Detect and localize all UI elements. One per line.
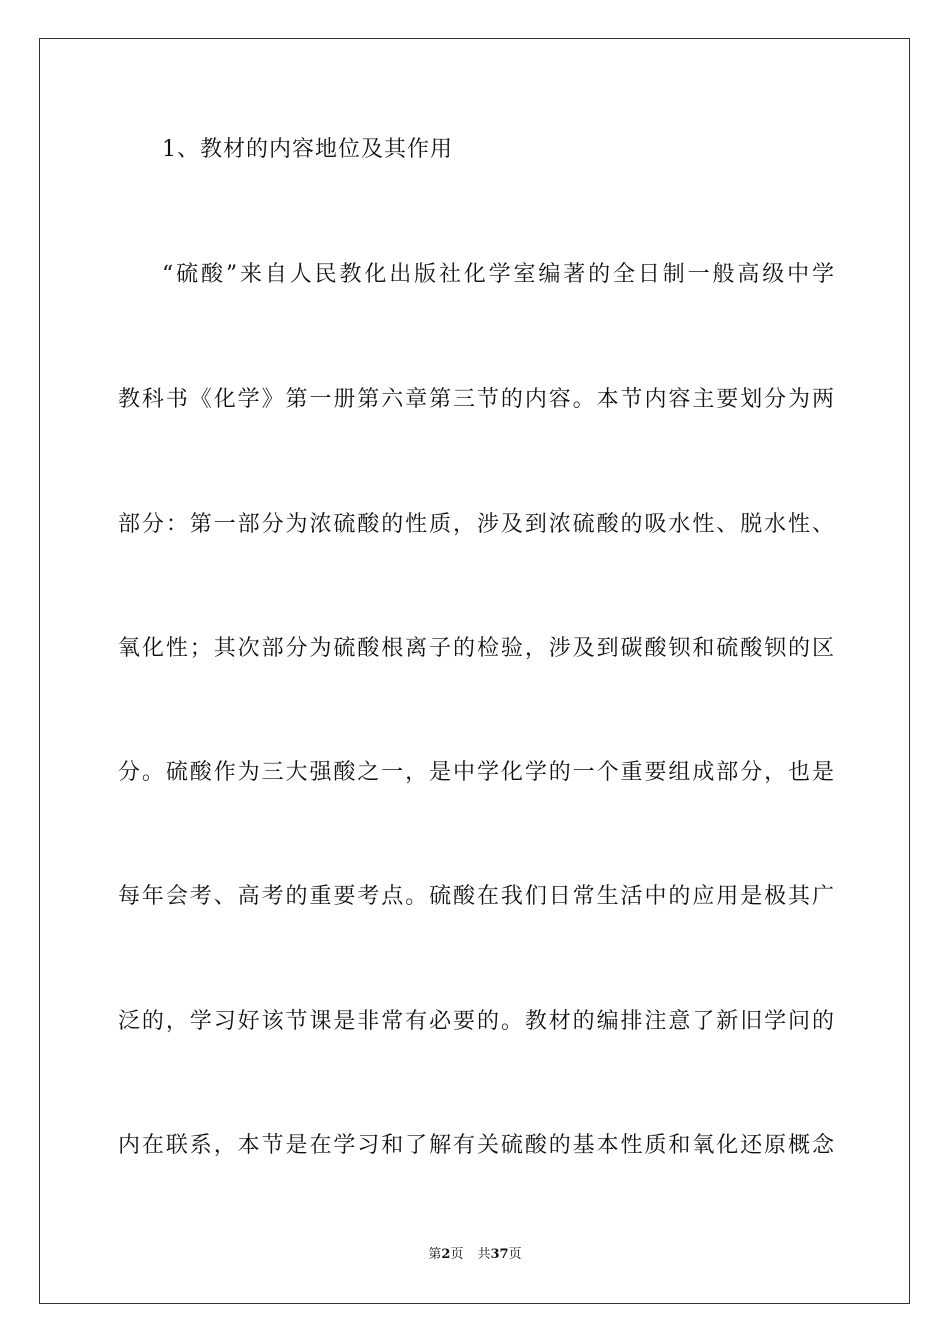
paragraph-line-7: 泛的，学习好该节课是非常有必要的。教材的编排注意了新旧学问的: [118, 1009, 834, 1034]
page-footer: [0, 1246, 950, 1264]
paragraph-line-3: 部分：第一部分为浓硫酸的性质，涉及到浓硫酸的吸水性、脱水性、: [118, 512, 834, 537]
footer-total-prefix: 共: [477, 1247, 491, 1262]
footer-total-pages: 37: [490, 1247, 509, 1262]
section-heading: 1、教材的内容地位及其作用: [162, 137, 453, 162]
paragraph-line-6: 每年会考、高考的重要考点。硫酸在我们日常生活中的应用是极其广: [118, 884, 834, 909]
page-border: [39, 38, 910, 1304]
paragraph-line-4: 氧化性；其次部分为硫酸根离子的检验，涉及到碳酸钡和硫酸钡的区: [118, 636, 834, 661]
paragraph-line-1: “硫酸”来自人民教化出版社化学室编著的全日制一般高级中学: [162, 262, 834, 287]
footer-page-unit: 页: [450, 1247, 464, 1262]
paragraph-line-5: 分。硫酸作为三大强酸之一，是中学化学的一个重要组成部分，也是: [118, 760, 834, 785]
paragraph-line-8: 内在联系，本节是在学习和了解有关硫酸的基本性质和氧化还原概念: [118, 1133, 834, 1158]
footer-total-unit: 页: [508, 1247, 522, 1262]
footer-page-number: 2: [441, 1247, 451, 1262]
paragraph-line-2: 教科书《化学》第一册第六章第三节的内容。本节内容主要划分为两: [118, 387, 834, 412]
footer-page-prefix: 第: [428, 1247, 442, 1262]
